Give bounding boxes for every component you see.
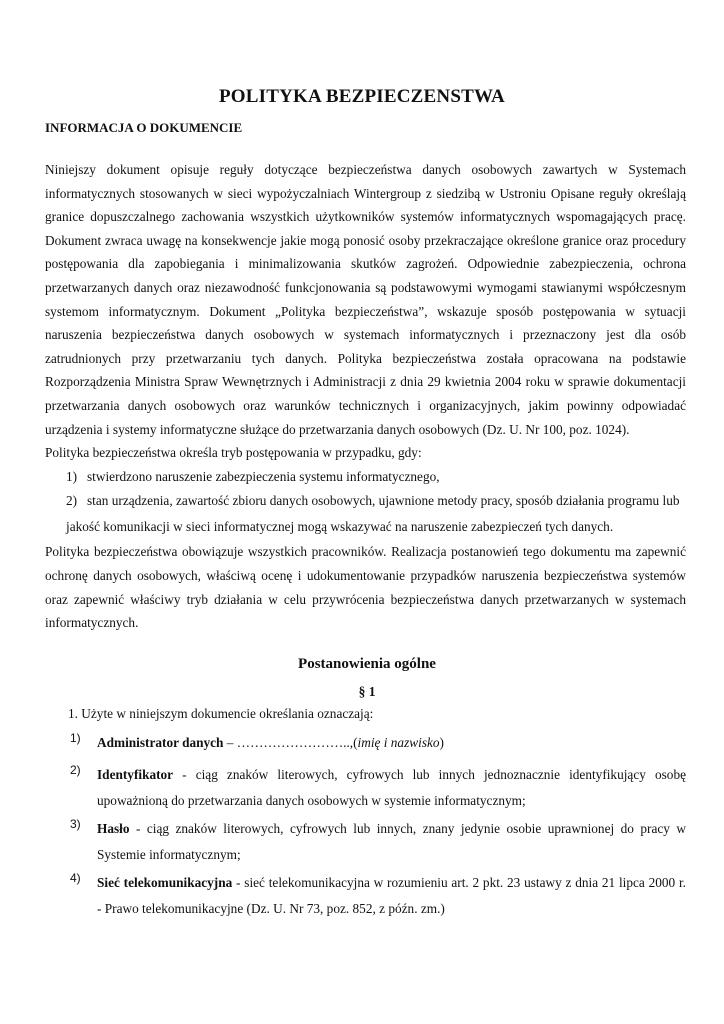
definition-after: ) — [439, 735, 444, 750]
definition-term: Hasło — [97, 821, 130, 836]
list-item — [45, 465, 686, 489]
list-item-text: stan urządzenia, zawartość zbioru danych osobowych, ujawnione metody pracy, sposób działania programu lub — [87, 493, 680, 509]
definition-item — [70, 816, 686, 868]
paragraph-intro: Niniejszy dokument opisuje reguły dotyczące bezpieczeństwa danych osobowych zawartych w Systemach informatycznych stosowanych w sieci wypożyczalniach Wintergroup z siedzibą w Ustroniu Opisane reguły określają granice dopuszczalnego zachowania wszystkich użytkowników systemów informatycznych wspomagających pracę. Dokument zwraca uwagę na konsekwencje jakie mogą ponosić osoby przekraczające określone granice oraz procedury postępowania dla zapobiegania i minimalizowania skutków zagrożeń. Odpowiednie zabezpieczenia, ochrona przetwarzanych danych oraz niezawodność funkcjonowania są podstawowymi wymogami stawianymi współczesnym systemom informatycznym. Dokument „Polityka bezpieczeństwa”, wskazuje sposób postępowania w sytuacji naruszenia bezpieczeństwa danych osobowych w systemach informatycznych i przeznaczony jest dla osób zatrudnionych przy przetwarzaniu tych danych. Polityka bezpieczeństwa została opracowana na podstawie Rozporządzenia Ministra Spraw Wewnętrznych i Administracji z dnia 29 kwietnia 2004 roku w sprawie dokumentacji przetwarzania danych osobowych oraz warunków technicznych i organizacyjnych, jakim powinny odpowiadać urządzenia i systemy informatyczne służące do przetwarzania danych osobowych (Dz. U. Nr 100, poz. 1024). — [45, 162, 686, 437]
list-item-text: stwierdzono naruszenie zabezpieczenia systemu informatycznego, — [87, 468, 440, 484]
definition-body: - ciąg znaków literowych, cyfrowych lub innych, znany jedynie osobie uprawnionej do pracy w Systemie informatycznym; — [97, 821, 686, 862]
definition-item — [70, 730, 686, 756]
list-item — [45, 488, 686, 514]
definition-term: Sieć telekomunikacyjna — [97, 875, 233, 890]
definition-body: – ……………………..,( — [223, 735, 358, 750]
paragraph-obligation: Polityka bezpieczeństwa obowiązuje wszystkich pracowników. Realizacja postanowień tego dokumentu ma zapewnić ochronę danych osobowych, właściwą ocenę i udokumentowanie przypadków naruszenia bezpieczeństwa systemów oraz zapewnić właściwy tryb działania w celu przywrócenia bezpieczeństwa danych przetwarzanych w systemach informatycznych. — [45, 544, 686, 631]
definition-term: Administrator danych — [97, 735, 224, 750]
definition-number: 4) — [70, 871, 81, 885]
definition-body: - ciąg znaków literowych, cyfrowych lub innych jednoznacznie identyfikujący osobę upoważnioną do przetwarzania danych osobowych w systemie informatycznym; — [97, 767, 686, 808]
list-item-number: 2) — [66, 493, 78, 509]
definition-text — [97, 762, 686, 814]
list-item-number: 1) — [66, 468, 78, 484]
list-item-continuation: jakość komunikacji w sieci informatycznej mogą wskazywać na naruszenie zabezpieczeń tych danych. — [66, 519, 614, 535]
section-title: Postanowienia ogólne — [298, 656, 436, 672]
info-heading: INFORMACJA O DOKUMENCIE — [45, 120, 243, 135]
definitions-list — [70, 730, 686, 922]
definition-text — [97, 870, 686, 922]
definitions-intro: 1. Użyte w niniejszym dokumencie określania oznaczają: — [68, 706, 374, 721]
document-title: POLITYKA BEZPIECZENSTWA — [219, 86, 505, 107]
document-body — [45, 158, 686, 635]
definition-number: 2) — [70, 763, 81, 777]
procedure-list — [45, 465, 686, 541]
definition-item — [70, 870, 686, 922]
paragraph-procedure: Polityka bezpieczeństwa określa tryb postępowania w przypadku, gdy: — [45, 445, 422, 461]
definition-body: - sieć telekomunikacyjna w rozumieniu art. 2 pkt. 23 ustawy z dnia 21 lipca 2000 r. - Prawo telekomunikacyjne (Dz. U. Nr 73, poz. 852, z późn. zm.) — [97, 875, 686, 916]
definition-number: 3) — [70, 817, 81, 831]
definition-term: Identyfikator — [97, 767, 174, 782]
definition-text — [97, 816, 686, 868]
definition-text — [97, 730, 686, 756]
definition-item — [70, 762, 686, 814]
definition-number: 1) — [70, 731, 81, 745]
definition-italic: imię i nazwisko — [357, 735, 440, 750]
paragraph-sign: § 1 — [358, 684, 376, 699]
